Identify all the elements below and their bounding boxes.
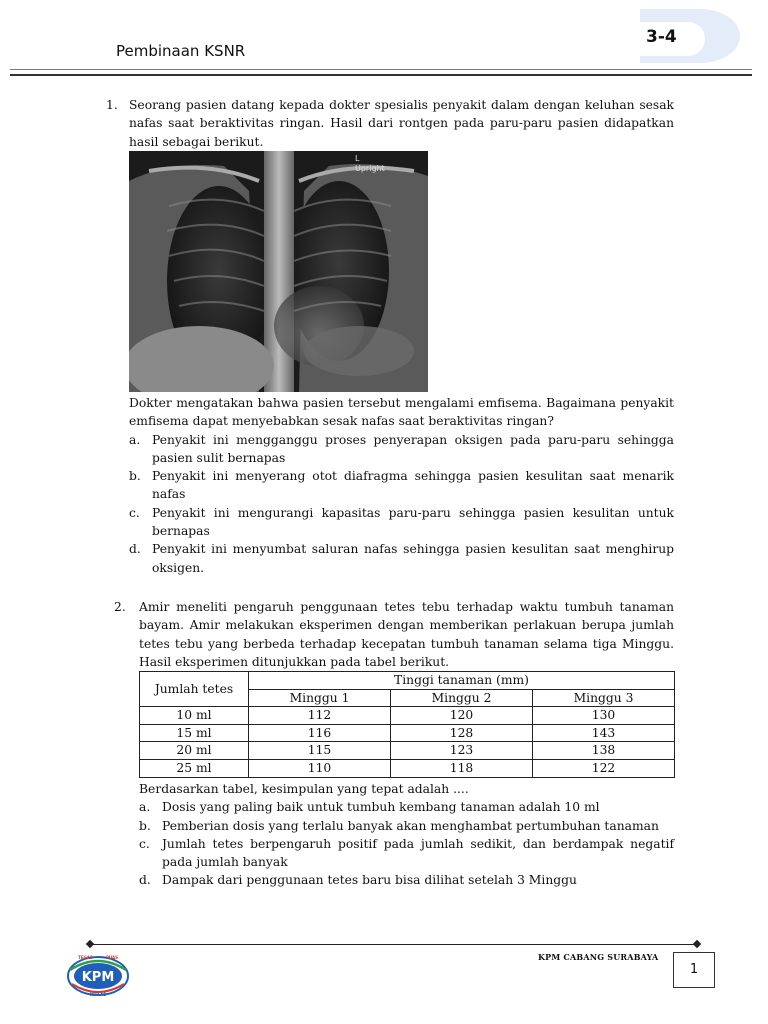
option-text: Penyakit ini mengurangi kapasitas paru-paru sehingga pasien kesulitan untuk bernapas	[152, 505, 674, 539]
table-cell: 115	[249, 742, 391, 760]
footer-divider-end-left	[86, 940, 94, 948]
table-cell: 130	[533, 707, 675, 725]
table-cell: 122	[533, 759, 675, 777]
option-letter: d.	[129, 542, 141, 557]
q1-option-d[interactable]	[129, 540, 674, 577]
option-text: Jumlah tetes berpengaruh positif pada jumlah sedikit, dan berdampak negatif pada jumlah banyak	[162, 836, 674, 870]
q1-question: Dokter mengatakan bahwa pasien tersebut mengalami emfisema. Bagaimana penyakit emfisema dapat menyebabkan sesak nafas saat beraktivitas ringan?	[129, 396, 674, 429]
chest-xray-graphic	[129, 151, 428, 392]
header-page-tab: 3-4	[646, 27, 677, 47]
table-cell: 10 ml	[140, 707, 249, 725]
option-letter: a.	[129, 432, 141, 447]
table-col-header: Minggu 1	[249, 689, 391, 707]
q2-option-d[interactable]	[139, 871, 674, 889]
table-cell: 25 ml	[140, 759, 249, 777]
table-col-header: Minggu 2	[391, 689, 533, 707]
header-divider-thin	[10, 69, 752, 70]
option-letter: c.	[139, 836, 150, 851]
q1-option-b[interactable]	[129, 467, 674, 504]
header-title: Pembinaan KSNR	[116, 42, 246, 60]
table-cell: 20 ml	[140, 742, 249, 760]
logo-tag-right: PUAS	[106, 955, 119, 960]
q1-option-a[interactable]	[129, 431, 674, 468]
option-letter: b.	[139, 818, 151, 833]
q1-number: 1.	[106, 98, 118, 112]
table-row	[140, 759, 675, 777]
logo-tag-bottom: IKHLAS	[89, 992, 107, 997]
q1-intro: Seorang pasien datang kepada dokter spesialis penyakit dalam dengan keluhan sesak nafas saat beraktivitas ringan. Hasil dari rontgen pada paru-paru pasien didapatkan hasil sebagai berikut.	[129, 98, 674, 149]
table-cell: 128	[391, 724, 533, 742]
q2-option-c[interactable]	[139, 835, 674, 872]
option-letter: d.	[139, 873, 151, 888]
q2-body	[139, 780, 674, 890]
table-cell: 138	[533, 742, 675, 760]
footer-divider	[90, 944, 698, 945]
table-cell: 110	[249, 759, 391, 777]
table-group-header: Tinggi tanaman (mm)	[249, 672, 675, 690]
q2-question: Berdasarkan tabel, kesimpulan yang tepat adalah ....	[139, 782, 469, 796]
q2-intro: Amir meneliti pengaruh penggunaan tetes tebu terhadap waktu tumbuh tanaman bayam. Amir melakukan eksperimen dengan memberikan perlakuan berupa jumlah tetes tebu yang berbeda terhadap kecepatan tumbuh tanaman selama tiga Minggu. Hasil eksperimen ditunjukkan pada tabel berikut.	[139, 600, 674, 669]
option-letter: c.	[129, 505, 140, 520]
q1-option-c[interactable]	[129, 504, 674, 541]
option-letter: a.	[139, 800, 151, 815]
table-cell: 118	[391, 759, 533, 777]
option-text: Pemberian dosis yang terlalu banyak akan menghambat pertumbuhan tanaman	[162, 818, 659, 833]
footer-label: KPM CABANG SURABAYA	[538, 952, 659, 962]
table-row	[140, 724, 675, 742]
option-text: Penyakit ini mengganggu proses penyerapan oksigen pada paru-paru sehingga pasien sulit bernapas	[152, 432, 674, 465]
table-row	[140, 707, 675, 725]
table-col-header: Minggu 3	[533, 689, 675, 707]
option-text: Dosis yang paling baik untuk tumbuh kembang tanaman adalah 10 ml	[162, 800, 600, 815]
xray-label: Upright	[355, 164, 385, 173]
footer-divider-end-right	[693, 940, 701, 948]
option-text: Penyakit ini menyerang otot diafragma sehingga pasien kesulitan saat menarik nafas	[152, 469, 674, 502]
table-header-row	[140, 672, 675, 690]
kpm-logo	[64, 950, 132, 998]
table-cell: 120	[391, 707, 533, 725]
chest-xray-image	[129, 151, 428, 392]
table-row-header: Jumlah tetes	[140, 672, 249, 707]
table-cell: 15 ml	[140, 724, 249, 742]
option-letter: b.	[129, 469, 141, 484]
table-row	[140, 742, 675, 760]
growth-table	[139, 671, 675, 778]
page-number: 1	[673, 952, 715, 988]
q2-number: 2.	[114, 600, 126, 614]
xray-marker: L	[355, 154, 360, 163]
option-text: Penyakit ini menyumbat saluran nafas sehingga pasien kesulitan saat menghirup oksigen.	[152, 542, 674, 575]
table-cell: 112	[249, 707, 391, 725]
q1-body	[129, 394, 674, 577]
q2-option-b[interactable]	[139, 817, 674, 835]
option-text: Dampak dari penggunaan tetes baru bisa dilihat setelah 3 Minggu	[162, 873, 577, 888]
logo-text: KPM	[81, 970, 115, 985]
table-cell: 123	[391, 742, 533, 760]
q2-option-a[interactable]	[139, 798, 674, 816]
table-cell: 143	[533, 724, 675, 742]
header-divider-thick	[10, 74, 752, 76]
table-cell: 116	[249, 724, 391, 742]
logo-tag-left: TEGAS	[78, 955, 93, 960]
